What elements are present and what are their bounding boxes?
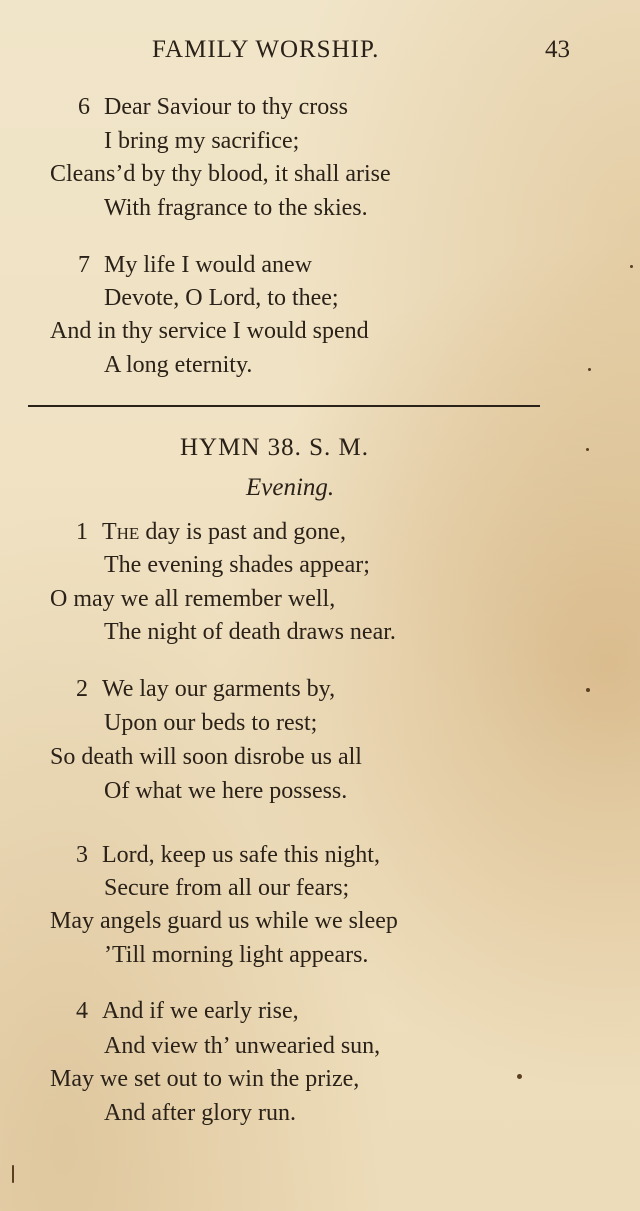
stanza-6-line-4: With fragrance to the skies. — [104, 195, 368, 221]
hymn-title: HYMN 38. S. M. — [180, 434, 370, 461]
section-divider — [28, 405, 540, 407]
hymn-stanza-2-line-2: Upon our beds to rest; — [104, 710, 318, 736]
hymn-stanza-2-line-4: Of what we here possess. — [104, 778, 348, 804]
hymn-stanza-1-line-2: The evening shades appear; — [104, 552, 370, 578]
hymn-stanza-2-line-3: So death will soon disrobe us all — [50, 744, 362, 770]
stanza-number: 1 — [76, 519, 88, 545]
hymn-stanza-3-line-1: 3 Lord, keep us safe this night, — [76, 842, 380, 868]
hymn-subtitle: Evening. — [246, 474, 335, 501]
stanza-7-line-4: A long eternity. — [104, 352, 253, 378]
hymn-stanza-3-line-2: Secure from all our fears; — [104, 875, 350, 901]
first-word: The — [102, 519, 140, 545]
stanza-6-line-1: 6 Dear Saviour to thy cross — [78, 94, 348, 120]
stanza-6-line-3: Cleans’d by thy blood, it shall arise — [50, 161, 391, 187]
running-head: FAMILY WORSHIP. — [152, 36, 380, 63]
stanza-number: 2 — [76, 676, 88, 702]
hymn-stanza-1-line-4: The night of death draws near. — [104, 619, 396, 645]
stanza-7-line-1: 7 My life I would anew — [78, 252, 312, 278]
hymn-stanza-1-line-1: 1 The day is past and gone, — [76, 519, 346, 545]
stanza-number: 7 — [78, 252, 90, 278]
hymn-stanza-2-line-1: 2 We lay our garments by, — [76, 676, 336, 702]
paper-speck — [630, 265, 633, 268]
hymn-stanza-3-line-3: May angels guard us while we sleep — [50, 908, 398, 934]
page-number: 43 — [545, 36, 570, 63]
paper-speck — [12, 1165, 14, 1183]
hymn-stanza-4-line-3: May we set out to win the prize, — [50, 1066, 360, 1092]
hymn-stanza-3-line-4: ’Till morning light appears. — [104, 942, 369, 968]
stanza-6-line-2: I bring my sacrifice; — [104, 128, 300, 154]
page-header — [0, 36, 640, 76]
stanza-7-line-2: Devote, O Lord, to thee; — [104, 285, 339, 311]
stanza-number: 3 — [76, 842, 88, 868]
stanza-7-line-3: And in thy service I would spend — [50, 318, 369, 344]
paper-speck — [586, 688, 590, 692]
stanza-number: 6 — [78, 94, 90, 120]
hymn-stanza-1-line-3: O may we all remember well, — [50, 586, 336, 612]
paper-speck — [517, 1074, 522, 1079]
paper-speck — [588, 368, 591, 371]
paper-speck — [586, 448, 589, 451]
hymn-stanza-4-line-1: 4 And if we early rise, — [76, 998, 299, 1024]
hymn-stanza-4-line-2: And view th’ unwearied sun, — [104, 1033, 381, 1059]
stanza-number: 4 — [76, 998, 88, 1024]
hymn-stanza-4-line-4: And after glory run. — [104, 1100, 296, 1126]
